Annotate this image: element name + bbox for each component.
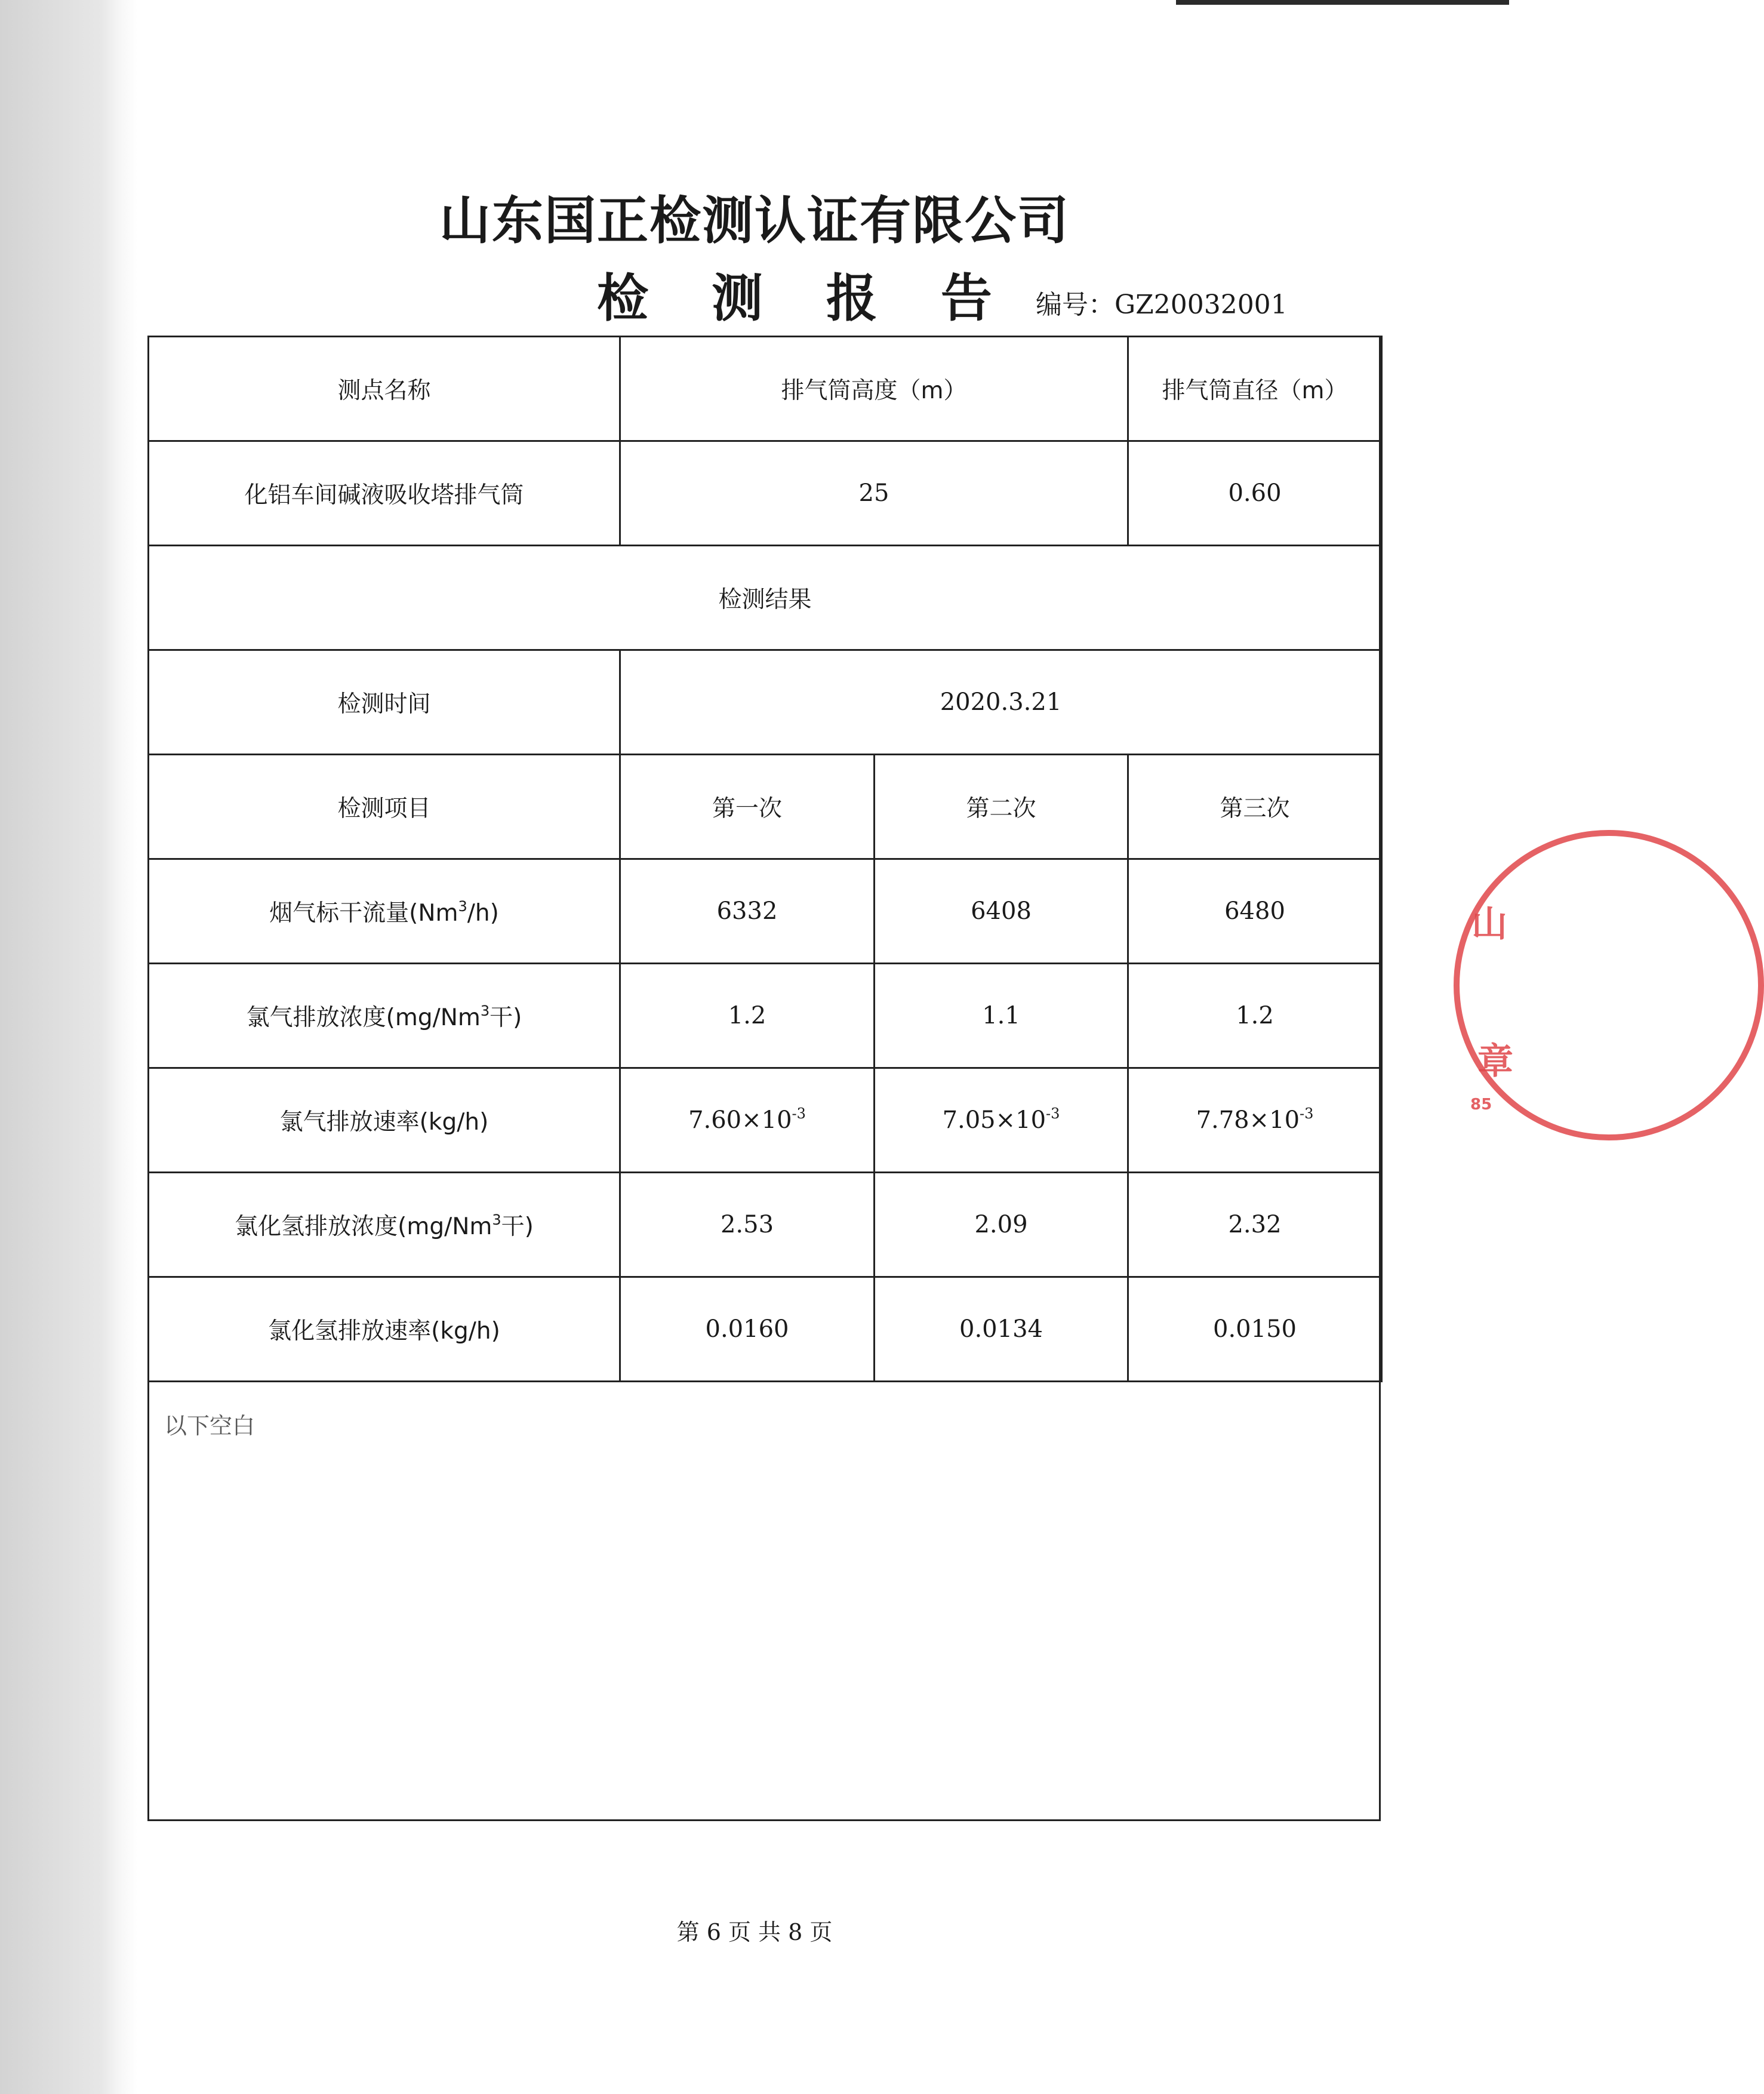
stack-diameter-header: 排气筒直径（m） bbox=[1128, 337, 1382, 441]
measurement-cell: 2.32 bbox=[1128, 1173, 1382, 1277]
measurement-cell: 0.0134 bbox=[875, 1277, 1128, 1382]
item-label: 氯化氢排放浓度(mg/Nm$^3$干) bbox=[149, 1173, 620, 1277]
point-name-header: 测点名称 bbox=[149, 337, 620, 441]
measurement-cell: 2.53 bbox=[620, 1173, 875, 1277]
table-row bbox=[149, 1068, 1382, 1173]
company-name: 山东国正检测认证有限公司 bbox=[439, 191, 1070, 251]
results-heading-row bbox=[149, 546, 1382, 650]
measurement-cell: $7.78\times 10^{-3}$ bbox=[1128, 1068, 1382, 1173]
runs-header-row bbox=[149, 755, 1382, 859]
scan-shadow bbox=[0, 0, 137, 2094]
date-label: 检测时间 bbox=[149, 650, 620, 755]
measurement-cell: 0.0160 bbox=[620, 1277, 875, 1382]
table-header-row bbox=[149, 337, 1382, 441]
item-label: 氯气排放浓度(mg/Nm$^3$干) bbox=[149, 964, 620, 1068]
table-row bbox=[149, 1173, 1382, 1277]
point-row bbox=[149, 441, 1382, 546]
seal-text: 章 bbox=[1477, 1041, 1513, 1083]
date-row bbox=[149, 650, 1382, 755]
measurement-cell: 0.0150 bbox=[1128, 1277, 1382, 1382]
seal-ring bbox=[1454, 830, 1764, 1140]
blank-below-note: 以下空白 bbox=[164, 1413, 255, 1439]
point-name: 化铝车间碱液吸收塔排气筒 bbox=[149, 441, 620, 546]
stack-diameter-value: 0.60 bbox=[1128, 441, 1382, 546]
measurement-cell: 2.09 bbox=[875, 1173, 1128, 1277]
seal-text: 85 bbox=[1470, 1096, 1492, 1114]
scan-edge bbox=[1176, 0, 1509, 5]
run-header: 第二次 bbox=[875, 755, 1128, 859]
run-header: 第三次 bbox=[1128, 755, 1382, 859]
measurement-cell: 6332 bbox=[620, 859, 875, 964]
report-number bbox=[1036, 283, 1288, 321]
report-number-label: 编号： bbox=[1036, 290, 1115, 320]
item-label: 氯气排放速率(kg/h) bbox=[149, 1068, 620, 1173]
measurement-cell: 1.1 bbox=[875, 964, 1128, 1068]
stack-height-value: 25 bbox=[620, 441, 1128, 546]
table-row bbox=[149, 1277, 1382, 1382]
results-heading: 检测结果 bbox=[149, 546, 1382, 650]
measurement-cell: 1.2 bbox=[620, 964, 875, 1068]
official-seal bbox=[1454, 830, 1513, 1140]
measurement-cell: 6408 bbox=[875, 859, 1128, 964]
table-row bbox=[149, 964, 1382, 1068]
run-header: 第一次 bbox=[620, 755, 875, 859]
stack-height-header: 排气筒高度（m） bbox=[620, 337, 1128, 441]
measurement-cell: 1.2 bbox=[1128, 964, 1382, 1068]
item-label: 烟气标干流量(Nm$^3$/h) bbox=[149, 859, 620, 964]
measurement-cell: $7.60\times 10^{-3}$ bbox=[620, 1068, 875, 1173]
measurement-cell: $7.05\times 10^{-3}$ bbox=[875, 1068, 1128, 1173]
table-row bbox=[149, 859, 1382, 964]
item-label: 氯化氢排放速率(kg/h) bbox=[149, 1277, 620, 1382]
measurement-cell: 6480 bbox=[1128, 859, 1382, 964]
seal-text: 山 bbox=[1471, 903, 1507, 945]
report-number-value: GZ20032001 bbox=[1115, 290, 1288, 320]
page-number: 第 6 页 共 8 页 bbox=[676, 1919, 833, 1945]
items-label: 检测项目 bbox=[149, 755, 620, 859]
report-title: 检 测 报 告 bbox=[597, 269, 1015, 328]
results-table bbox=[147, 336, 1383, 1382]
date-value: 2020.3.21 bbox=[620, 650, 1382, 755]
